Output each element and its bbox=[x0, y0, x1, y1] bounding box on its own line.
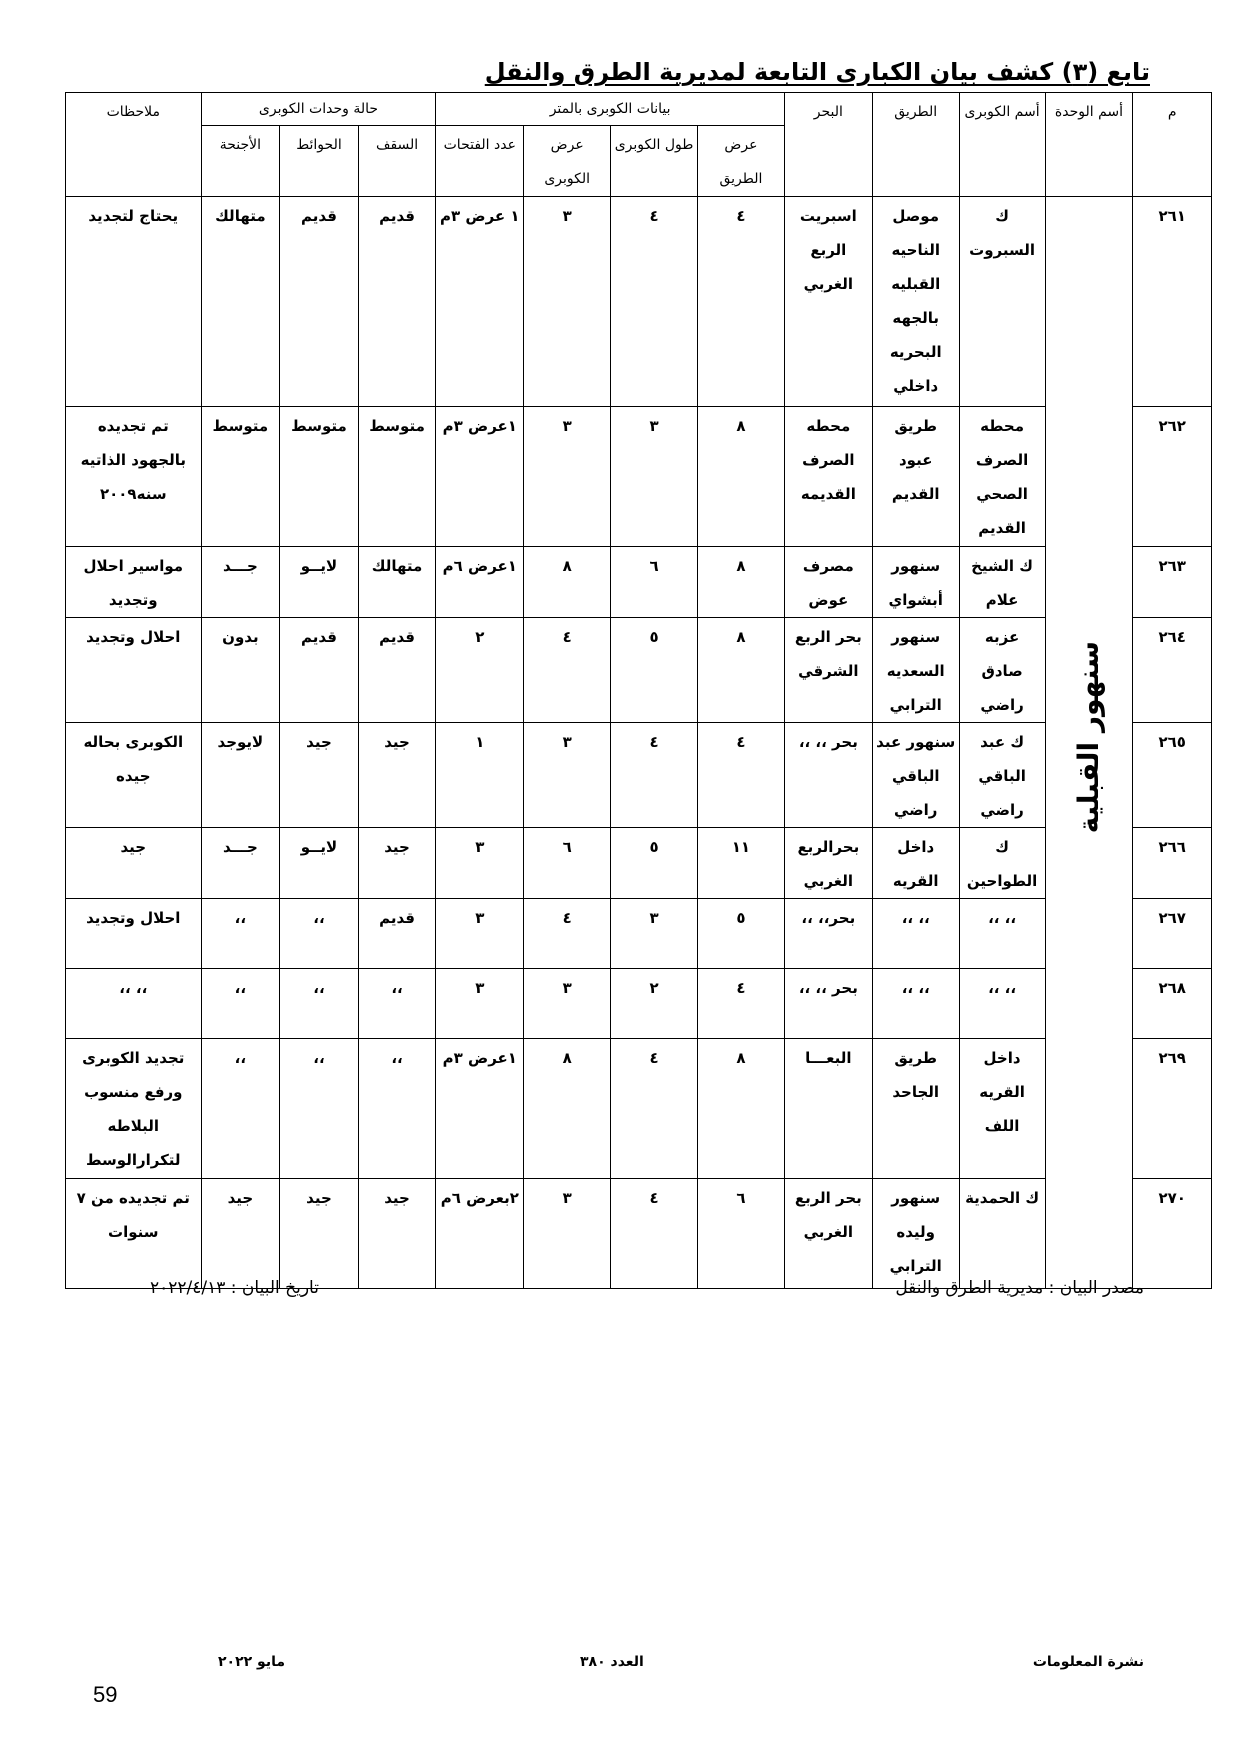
cell-bridge-width: ٨ bbox=[524, 547, 611, 618]
cell-canal: بحر الربع الغربي bbox=[784, 1179, 872, 1289]
data-source: مصدر البيان : مديرية الطرق والنقل bbox=[895, 1278, 1144, 1298]
cell-m: ٢٦٩ bbox=[1133, 1039, 1212, 1179]
cell-openings: ٣ bbox=[436, 828, 524, 899]
cell-wings: جيد bbox=[201, 1179, 280, 1289]
cell-canal: اسبريت الربع الغربي bbox=[784, 197, 872, 407]
cell-bridge-length: ٦ bbox=[611, 547, 698, 618]
cell-roof: جيد bbox=[358, 1179, 436, 1289]
table-row bbox=[66, 828, 1212, 899]
cell-bridge-name: ،، ،، bbox=[959, 899, 1045, 969]
cell-notes: تم تجديده بالجهود الذاتيه سنه٢٠٠٩ bbox=[66, 407, 202, 547]
cell-canal: بحر ،، ،، bbox=[784, 969, 872, 1039]
cell-bridge-width: ٤ bbox=[524, 899, 611, 969]
table-body bbox=[66, 197, 1212, 1289]
table-header bbox=[66, 93, 1212, 197]
header-road-width: عرض الطريق bbox=[698, 126, 785, 197]
cell-bridge-width: ٨ bbox=[524, 1039, 611, 1179]
cell-bridge-length: ٥ bbox=[611, 828, 698, 899]
cell-roof: قديم bbox=[358, 899, 436, 969]
cell-bridge-length: ٥ bbox=[611, 618, 698, 723]
cell-bridge-name: ك السبروت bbox=[959, 197, 1045, 407]
cell-road-width: ٥ bbox=[698, 899, 785, 969]
cell-wings: متهالك bbox=[201, 197, 280, 407]
header-openings: عدد الفتحات bbox=[436, 126, 524, 197]
cell-bridge-width: ٤ bbox=[524, 618, 611, 723]
cell-road: سنهور عبد الباقي راضي bbox=[872, 723, 959, 828]
data-date: تاريخ البيان : ٢٠٢٢/٤/١٣ bbox=[150, 1278, 319, 1298]
cell-notes: مواسير احلال وتجديد bbox=[66, 547, 202, 618]
cell-road-width: ٦ bbox=[698, 1179, 785, 1289]
table-row bbox=[66, 1039, 1212, 1179]
cell-road: موصل الناحيه القبليه بالجهه البحريه داخلي bbox=[872, 197, 959, 407]
header-bridge-length: طول الكوبرى bbox=[611, 126, 698, 197]
cell-canal: بحرالربع الغربي bbox=[784, 828, 872, 899]
cell-bridge-length: ٤ bbox=[611, 197, 698, 407]
cell-road-width: ١١ bbox=[698, 828, 785, 899]
cell-bridge-length: ٣ bbox=[611, 899, 698, 969]
cell-bridge-name: ،، ،، bbox=[959, 969, 1045, 1039]
cell-canal: محطه الصرف القديمه bbox=[784, 407, 872, 547]
cell-openings: ١ bbox=[436, 723, 524, 828]
cell-notes: تم تجديده من ٧ سنوات bbox=[66, 1179, 202, 1289]
cell-wings: ،، bbox=[201, 1039, 280, 1179]
cell-m: ٢٦٢ bbox=[1133, 407, 1212, 547]
cell-walls: جيد bbox=[280, 1179, 359, 1289]
cell-road: داخل القريه bbox=[872, 828, 959, 899]
cell-walls: جيد bbox=[280, 723, 359, 828]
table-row bbox=[66, 197, 1212, 407]
header-condition-group: حالة وحدات الكوبرى bbox=[201, 93, 436, 126]
cell-notes: الكوبرى بحاله جيده bbox=[66, 723, 202, 828]
cell-roof: جيد bbox=[358, 723, 436, 828]
header-walls: الحوائط bbox=[280, 126, 359, 197]
cell-notes: احلال وتجديد bbox=[66, 618, 202, 723]
cell-bridge-name: محطه الصرف الصحي القديم bbox=[959, 407, 1045, 547]
cell-openings: ١ عرض ٣م bbox=[436, 197, 524, 407]
cell-bridge-width: ٣ bbox=[524, 1179, 611, 1289]
publication-date: مايو ٢٠٢٢ bbox=[218, 1654, 286, 1670]
cell-bridge-length: ٤ bbox=[611, 1179, 698, 1289]
cell-road-width: ٤ bbox=[698, 723, 785, 828]
cell-m: ٢٦٨ bbox=[1133, 969, 1212, 1039]
unit-name: سنهور القبلية bbox=[1071, 641, 1105, 834]
table-row bbox=[66, 969, 1212, 1039]
cell-bridge-width: ٣ bbox=[524, 197, 611, 407]
cell-bridge-width: ٣ bbox=[524, 969, 611, 1039]
cell-walls: لايــو bbox=[280, 828, 359, 899]
cell-notes: تجديد الكوبرى ورفع منسوب البلاطه لتكرارالوسط bbox=[66, 1039, 202, 1179]
cell-wings: بدون bbox=[201, 618, 280, 723]
header-wings: الأجنحة bbox=[201, 126, 280, 197]
bridges-table bbox=[65, 92, 1212, 1289]
publication-name: نشرة المعلومات bbox=[1032, 1654, 1144, 1670]
cell-bridge-length: ٤ bbox=[611, 1039, 698, 1179]
cell-road-width: ٤ bbox=[698, 197, 785, 407]
header-bridge-width: عرض الكوبرى bbox=[524, 126, 611, 197]
cell-canal: مصرف عوض bbox=[784, 547, 872, 618]
cell-road: سنهور أبشواي bbox=[872, 547, 959, 618]
cell-bridge-width: ٦ bbox=[524, 828, 611, 899]
cell-canal: البعـــا bbox=[784, 1039, 872, 1179]
cell-bridge-width: ٣ bbox=[524, 723, 611, 828]
cell-road: طريق الجاحد bbox=[872, 1039, 959, 1179]
cell-bridge-name: عزبه صادق راضي bbox=[959, 618, 1045, 723]
cell-openings: ٣ bbox=[436, 969, 524, 1039]
cell-walls: ،، bbox=[280, 899, 359, 969]
cell-notes: ،، ،، bbox=[66, 969, 202, 1039]
cell-m: ٢٦٥ bbox=[1133, 723, 1212, 828]
cell-canal: بحر،، ،، bbox=[784, 899, 872, 969]
cell-roof: جيد bbox=[358, 828, 436, 899]
cell-bridge-length: ٤ bbox=[611, 723, 698, 828]
cell-canal: بحر ،، ،، bbox=[784, 723, 872, 828]
cell-bridge-name: ك الشيخ علام bbox=[959, 547, 1045, 618]
cell-m: ٢٦٤ bbox=[1133, 618, 1212, 723]
cell-bridge-length: ٣ bbox=[611, 407, 698, 547]
header-canal: البحر bbox=[784, 93, 872, 197]
cell-openings: ٢ bbox=[436, 618, 524, 723]
table-row bbox=[66, 1179, 1212, 1289]
cell-road-width: ٨ bbox=[698, 618, 785, 723]
cell-wings: جـــد bbox=[201, 828, 280, 899]
cell-notes: احلال وتجديد bbox=[66, 899, 202, 969]
cell-wings: ،، bbox=[201, 969, 280, 1039]
cell-walls: قديم bbox=[280, 618, 359, 723]
header-m: م bbox=[1133, 93, 1212, 197]
cell-roof: ،، bbox=[358, 1039, 436, 1179]
cell-road: ،، ،، bbox=[872, 899, 959, 969]
cell-walls: ،، bbox=[280, 969, 359, 1039]
cell-bridge-name: داخل القريه اللف bbox=[959, 1039, 1045, 1179]
table-row bbox=[66, 723, 1212, 828]
cell-bridge-length: ٢ bbox=[611, 969, 698, 1039]
cell-wings: جـــد bbox=[201, 547, 280, 618]
cell-roof: قديم bbox=[358, 197, 436, 407]
cell-bridge-width: ٣ bbox=[524, 407, 611, 547]
table-row bbox=[66, 618, 1212, 723]
cell-roof: متهالك bbox=[358, 547, 436, 618]
header-unit: أسم الوحدة bbox=[1045, 93, 1133, 197]
cell-road: سنهور وليده الترابي bbox=[872, 1179, 959, 1289]
cell-walls: متوسط bbox=[280, 407, 359, 547]
cell-openings: ٣ bbox=[436, 899, 524, 969]
cell-notes: جيد bbox=[66, 828, 202, 899]
cell-roof: متوسط bbox=[358, 407, 436, 547]
cell-bridge-name: ك عبد الباقي راضي bbox=[959, 723, 1045, 828]
cell-notes: يحتاج لتجديد bbox=[66, 197, 202, 407]
cell-m: ٢٦٦ bbox=[1133, 828, 1212, 899]
cell-openings: ٢بعرض ٦م bbox=[436, 1179, 524, 1289]
header-bridge-data-group: بيانات الكوبرى بالمتر bbox=[436, 93, 785, 126]
cell-roof: قديم bbox=[358, 618, 436, 723]
cell-road-width: ٤ bbox=[698, 969, 785, 1039]
cell-bridge-name: ك الطواحين bbox=[959, 828, 1045, 899]
cell-walls: ،، bbox=[280, 1039, 359, 1179]
page-title: تابع (٣) كشف بيان الكبارى التابعة لمديرية الطرق والنقل bbox=[484, 58, 1150, 86]
cell-road: سنهور السعديه الترابي bbox=[872, 618, 959, 723]
cell-road-width: ٨ bbox=[698, 547, 785, 618]
cell-canal: بحر الربع الشرقي bbox=[784, 618, 872, 723]
cell-bridge-name: ك الحمدية bbox=[959, 1179, 1045, 1289]
cell-roof: ،، bbox=[358, 969, 436, 1039]
cell-openings: ١عرض ٣م bbox=[436, 1039, 524, 1179]
table-row bbox=[66, 899, 1212, 969]
cell-road-width: ٨ bbox=[698, 407, 785, 547]
cell-wings: لايوجد bbox=[201, 723, 280, 828]
cell-road-width: ٨ bbox=[698, 1039, 785, 1179]
cell-wings: ،، bbox=[201, 899, 280, 969]
cell-road: طريق عبود القديم bbox=[872, 407, 959, 547]
table-row bbox=[66, 407, 1212, 547]
cell-openings: ١عرض ٣م bbox=[436, 407, 524, 547]
cell-wings: متوسط bbox=[201, 407, 280, 547]
header-bridge-name: أسم الكوبرى bbox=[959, 93, 1045, 197]
cell-walls: قديم bbox=[280, 197, 359, 407]
page-number: 59 bbox=[93, 1682, 118, 1707]
cell-unit bbox=[1045, 197, 1133, 1289]
cell-m: ٢٦١ bbox=[1133, 197, 1212, 407]
header-road: الطريق bbox=[872, 93, 959, 197]
header-notes: ملاحظات bbox=[66, 93, 202, 197]
cell-openings: ١عرض ٦م bbox=[436, 547, 524, 618]
header-roof: السقف bbox=[358, 126, 436, 197]
cell-m: ٢٦٣ bbox=[1133, 547, 1212, 618]
cell-m: ٢٧٠ bbox=[1133, 1179, 1212, 1289]
cell-walls: لايــو bbox=[280, 547, 359, 618]
table-row bbox=[66, 547, 1212, 618]
issue-number: العدد ٣٨٠ bbox=[580, 1654, 644, 1670]
cell-road: ،، ،، bbox=[872, 969, 959, 1039]
cell-m: ٢٦٧ bbox=[1133, 899, 1212, 969]
